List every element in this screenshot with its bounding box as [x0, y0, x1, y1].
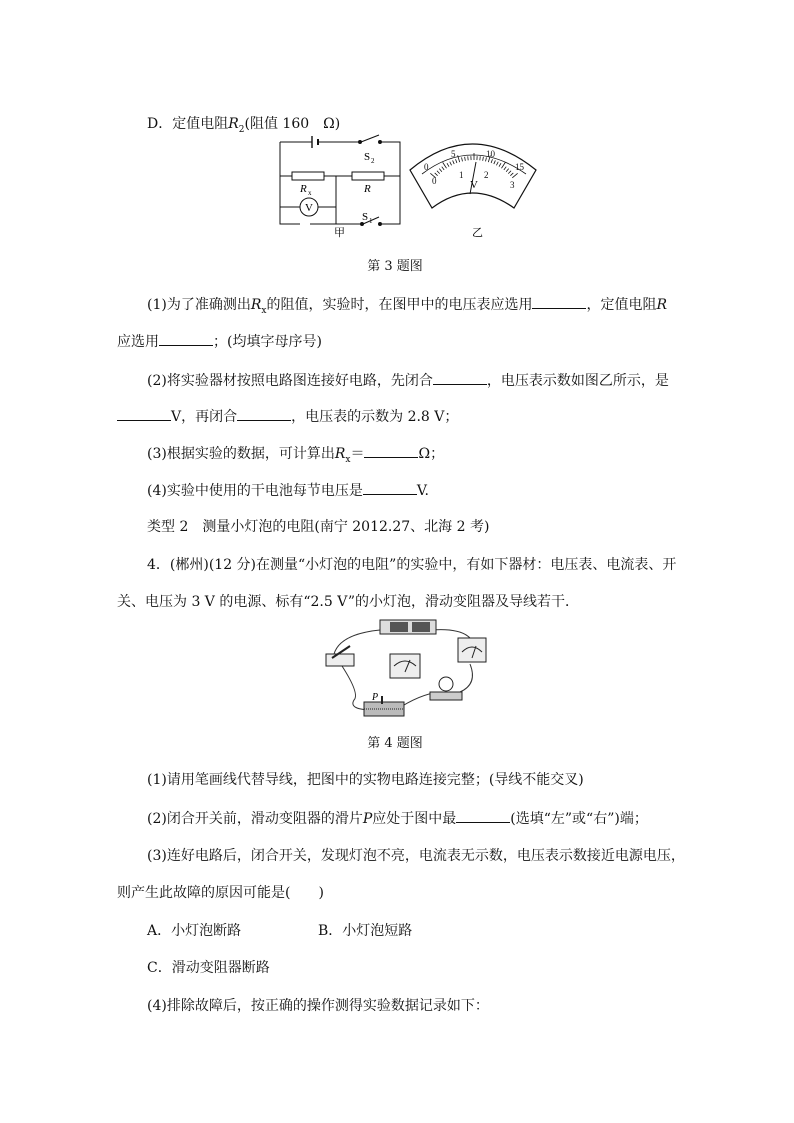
answer-blank[interactable]: [456, 808, 510, 823]
q4-stem-line1: 4．(郴州)(12 分)在测量“小灯泡的电阻”的实验中，有如下器材：电压表、电流表、开: [147, 557, 677, 573]
q3-p1-text-b: 的阻值，实验时，在图甲中的电压表应选用: [266, 297, 533, 313]
q4-sub4: (4)排除故障后，按正确的操作测得实验数据记录如下：: [147, 998, 489, 1014]
svg-text:P: P: [372, 692, 379, 703]
svg-text:2: 2: [371, 157, 375, 165]
answer-blank[interactable]: [364, 443, 418, 458]
q3-p1-text-e: ；(均填字母序号): [213, 334, 322, 350]
svg-text:V: V: [470, 179, 478, 191]
q3-p2-text-a: (2)将实验器材按照电路图连接好电路，先闭合: [147, 373, 433, 389]
svg-text:S: S: [364, 151, 371, 163]
answer-blank[interactable]: [363, 480, 417, 495]
q3-p4-text-a: (4)实验中使用的干电池每节电压是: [147, 483, 363, 499]
q3-p3-text-a: (3)根据实验的数据，可计算出: [147, 446, 335, 462]
option-d-label: D．定值电阻: [147, 116, 229, 132]
dial-tick: [501, 162, 505, 168]
svg-text:0: 0: [424, 162, 429, 172]
dial-tick: [504, 167, 506, 170]
q4-stem-line2: 关、电压为 3 V 的电源、标有“2.5 V”的小灯泡，滑动变阻器及导线若干．: [117, 594, 580, 610]
dial-tick: [465, 157, 466, 161]
dial-tick: [442, 167, 444, 170]
dial-tick: [447, 163, 449, 166]
q4-option-b[interactable]: B．小灯泡短路: [318, 923, 413, 939]
q3-p2-text-b: ，电压表示数如图乙所示，是: [486, 373, 669, 389]
q4-s2-text-c: (选填“左”或“右”)端；: [510, 811, 648, 827]
q3-part2-line2: [117, 406, 458, 427]
svg-text:R: R: [364, 183, 371, 195]
dial-tick: [510, 173, 513, 176]
option-d-value: (阻值 160 Ω): [244, 116, 341, 132]
circuit-diagram-jia: [270, 132, 410, 242]
q3-part4: [147, 480, 429, 501]
q4-option-c[interactable]: C．滑动变阻器断路: [147, 960, 270, 976]
q3-p2-text-c: V，再闭合: [171, 409, 238, 425]
rheostat-icon: [364, 696, 404, 716]
q4-s2-text-a: (2)闭合开关前，滑动变阻器的滑片: [147, 811, 363, 827]
voltmeter-icon: [458, 638, 486, 662]
q4-sub1: (1)请用笔画线代替导线，把图中的实物电路连接完整；(导线不能交叉): [147, 772, 584, 788]
voltmeter-dial-yi: [404, 132, 544, 242]
answer-blank[interactable]: [532, 294, 586, 309]
svg-text:S: S: [362, 211, 369, 223]
q3-part1-line2: [117, 331, 322, 352]
rx-symbol: R: [250, 297, 262, 313]
physical-circuit-figure: [320, 614, 490, 724]
rx-symbol: R: [334, 446, 346, 462]
svg-text:1: 1: [369, 217, 373, 225]
resistor-r: [352, 172, 384, 180]
answer-blank[interactable]: [237, 406, 291, 421]
dial-tick: [443, 162, 447, 168]
q3-p1-text-a: (1)为了准确测出: [147, 297, 251, 313]
dial-tick: [456, 159, 457, 163]
dial-tick: [512, 173, 517, 177]
dial-tick: [453, 160, 455, 164]
svg-text:5: 5: [451, 149, 456, 159]
answer-blank[interactable]: [433, 370, 487, 385]
resistor-rx: [292, 172, 324, 180]
dial-tick: [506, 169, 509, 172]
dial-tick: [491, 159, 492, 163]
q3-p2-text-d: ，电压表的示数为 2.8 V；: [291, 409, 459, 425]
option-d-symbol: R: [228, 116, 239, 132]
answer-blank[interactable]: [117, 406, 171, 421]
figure-4-caption: 第 4 题图: [367, 736, 423, 751]
light-bulb-icon: [430, 677, 462, 700]
p-symbol: P: [362, 811, 373, 827]
dial-tick: [496, 162, 498, 166]
dial-tick: [508, 171, 511, 174]
answer-blank[interactable]: [159, 331, 213, 346]
dial-tick: [494, 160, 496, 164]
svg-text:0: 0: [432, 176, 437, 186]
svg-text:x: x: [308, 189, 312, 197]
dial-tick: [439, 169, 442, 172]
ammeter-icon: [390, 654, 420, 678]
switch-icon: [326, 646, 354, 666]
svg-text:10: 10: [486, 149, 495, 159]
rx-subscript: x: [261, 305, 267, 316]
svg-text:2: 2: [484, 170, 489, 180]
svg-text:乙: 乙: [472, 227, 483, 239]
q3-p1-text-d: 应选用: [117, 334, 159, 350]
svg-text:3: 3: [510, 180, 515, 190]
figure-3-caption: 第 3 题图: [367, 259, 423, 274]
r-symbol: R: [656, 297, 668, 313]
q3-p3-text-c: Ω；: [418, 446, 445, 462]
svg-text:1: 1: [459, 170, 464, 180]
q4-sub3-line2: 则产生此故障的原因可能是( ): [117, 885, 324, 901]
equals-sign: ＝: [350, 446, 365, 462]
dial-tick: [437, 171, 440, 174]
q3-part2-line1: [147, 370, 669, 391]
svg-text:R: R: [300, 183, 307, 195]
battery-box-icon: [380, 620, 436, 634]
q4-sub2: [147, 808, 648, 829]
option-d-subscript: 2: [238, 124, 245, 135]
dial-tick: [450, 162, 452, 166]
q3-p4-text-b: V.: [416, 483, 429, 499]
dial-tick: [499, 163, 501, 166]
dial-tick: [462, 157, 463, 161]
q4-sub3-line1: (3)连好电路后，闭合开关，发现灯泡不亮，电流表无示数，电压表示数接近电源电压，: [147, 848, 685, 864]
svg-text:V: V: [305, 202, 313, 214]
svg-text:15: 15: [515, 162, 524, 172]
svg-text:甲: 甲: [334, 227, 345, 239]
q3-part1-line1: [147, 294, 667, 321]
q3-p1-text-c: ，定值电阻: [586, 297, 657, 313]
type2-heading: 类型 2 测量小灯泡的电阻(南宁 2012.27、北海 2 考): [147, 519, 490, 535]
q4-s2-text-b: 应处于图中最: [372, 811, 457, 827]
q3-part3: [147, 443, 444, 470]
rx-subscript: x: [345, 454, 351, 465]
dial-tick: [483, 157, 484, 161]
q4-option-a[interactable]: A．小灯泡断路: [147, 923, 242, 939]
